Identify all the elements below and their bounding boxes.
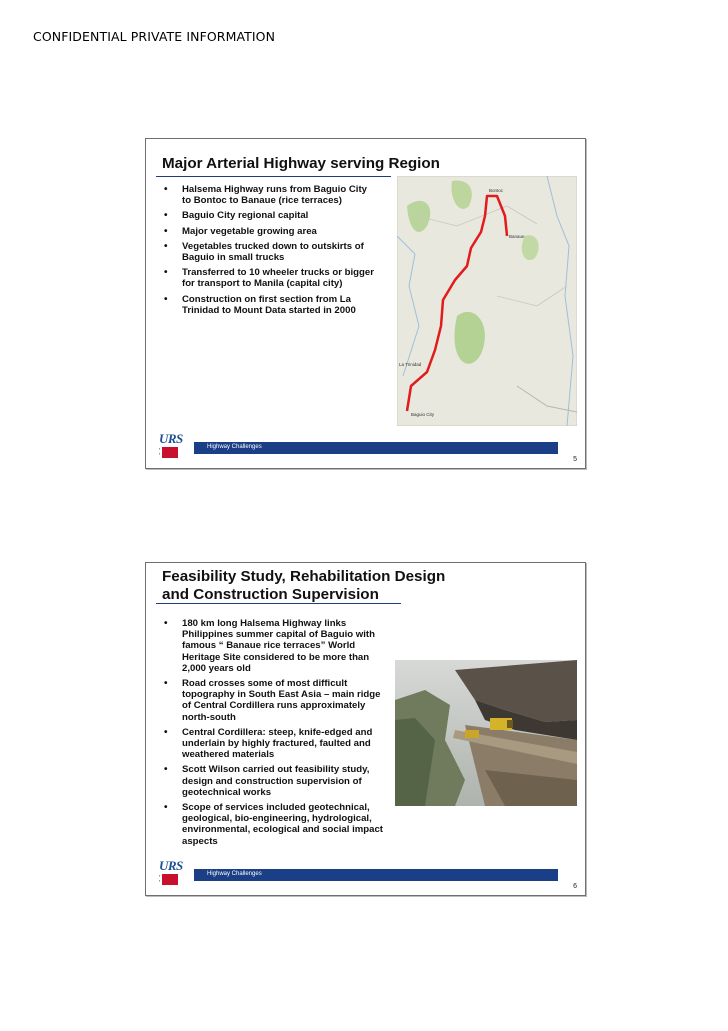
footer-bar [194,442,558,454]
list-item: • Baguio City regional capital [158,210,378,221]
title-rule [156,603,401,604]
title-rule [156,176,391,177]
footer-bar [194,869,558,881]
list-item: • Central Cordillera: steep, knife-edged and underlain by highly fractured, faulted and weathered materials [158,727,384,761]
list-item: • Scott Wilson carried out feasibility study, design and construction supervision of geotechnical works [158,764,384,798]
mountain-road-photo [395,660,577,806]
list-item: • Major vegetable growing area [158,226,378,237]
bullet-list [158,618,384,851]
urs-logo: URS ▪ ▪ [159,433,183,458]
map-label: Bontoc [489,188,504,193]
slide-title: Major Arterial Highway serving Region [162,155,440,172]
list-item: • Vegetables trucked down to outskirts of Baguio in small trucks [158,241,378,263]
route-map [397,176,577,426]
footer-label: Highway Challenges [207,444,262,450]
slide-5 [145,138,586,469]
logo-red-block [162,874,178,885]
bullet-list [158,184,378,320]
slide-6 [145,562,586,896]
list-item: • Construction on first section from La Trinidad to Mount Data started in 2000 [158,294,378,316]
map-label: Baguio City [411,412,435,417]
list-item: • Halsema Highway runs from Baguio City to Bontoc to Banaue (rice terraces) [158,184,378,206]
list-item: • Transferred to 10 wheeler trucks or bigger for transport to Manila (capital city) [158,267,378,289]
logo-red-block [162,447,178,458]
page-number: 6 [573,883,577,890]
map-label: Banaue [509,234,525,239]
urs-logo: URS ▪ ▪ [159,860,183,885]
footer-label: Highway Challenges [207,871,262,877]
list-item: • Scope of services included geotechnical, geological, bio-engineering, hydrological, environmental, ecological and social impact aspects [158,802,384,847]
map-label: La Trinidad [399,362,422,367]
slide-title: Feasibility Study, Rehabilitation Design and Construction Supervision [162,568,446,603]
list-item: • 180 km long Halsema Highway links Philippines summer capital of Baguio with famous “ Banaue rice terraces” World Heritage Site considered to be more than 2,000 years old [158,618,384,674]
list-item: • Road crosses some of most difficult topography in South East Asia – main ridge of Central Cordillera runs approximately north-south [158,678,384,723]
confidential-header: CONFIDENTIAL PRIVATE INFORMATION [33,29,276,44]
page-number: 5 [573,456,577,463]
